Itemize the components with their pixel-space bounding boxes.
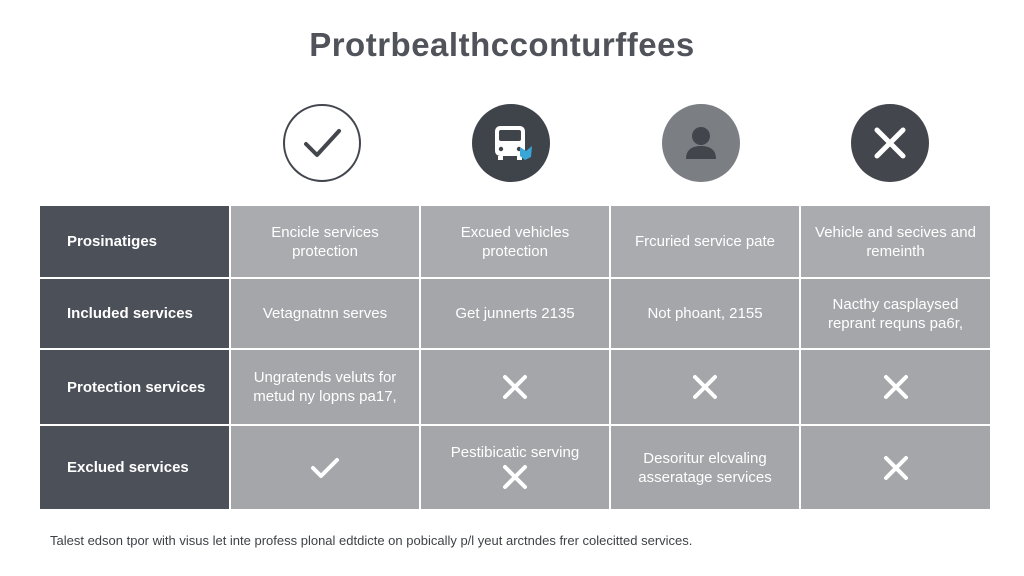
table-cell [421, 426, 609, 509]
table-cell [801, 426, 990, 509]
x-icon [851, 104, 929, 182]
row-header: Included services [40, 279, 229, 348]
column-header: Encicle services protection [231, 206, 419, 277]
table-cell [231, 426, 419, 509]
row-header: Protection services [40, 350, 229, 424]
x-mark-icon [881, 453, 911, 483]
column-header: Excued vehicles protection [421, 206, 609, 277]
page-title: Protrbealthcconturffees [309, 26, 695, 63]
x-mark-icon [881, 372, 911, 402]
table-cell [421, 350, 609, 424]
vehicle-icon [472, 104, 550, 182]
x-mark-icon [690, 372, 720, 402]
column-header: Vehicle and secives and remeinth [801, 206, 990, 277]
table-cell: Not phoant, 2155 [611, 279, 799, 348]
footnote: Talest edson tpor with visus let inte profess plonal edtdicte on pobically p/l yeut arctndes frer colecitted services. [50, 533, 693, 548]
table-cell [801, 350, 990, 424]
table-cell: Vetagnatnn serves [231, 279, 419, 348]
table-cell [611, 350, 799, 424]
x-mark-icon [500, 462, 530, 492]
icon-row [0, 104, 1024, 186]
table-cell: Nacthy casplaysed reprant requns pa6r, [801, 279, 990, 348]
table-cell: Get junnerts 2135 [421, 279, 609, 348]
row-header: Prosinatiges [40, 206, 229, 277]
table-cell: Desoritur elcvaling asseratage services [611, 426, 799, 509]
x-mark-icon [500, 372, 530, 402]
comparison-table [40, 206, 984, 507]
check-mark-icon [308, 453, 342, 483]
person-icon [662, 104, 740, 182]
row-header: Exclued services [40, 426, 229, 509]
table-cell: Ungratends veluts for metud ny lopns pa17, [231, 350, 419, 424]
column-header: Frcuried service pate [611, 206, 799, 277]
cell-text: Pestibicatic serving [450, 444, 580, 461]
check-icon [283, 104, 361, 182]
